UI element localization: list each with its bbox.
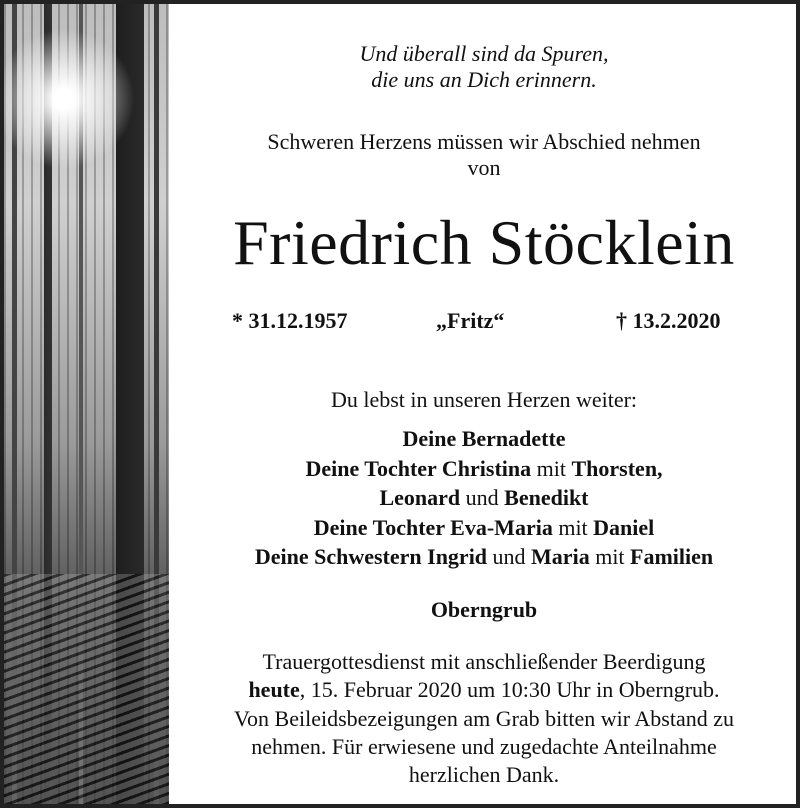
mourner-segment: und: [487, 544, 532, 569]
mourner-segment: Deine Bernadette: [402, 426, 566, 451]
mourner-segment: Deine Schwestern Ingrid: [254, 544, 488, 569]
mourner-segment: mit: [589, 544, 631, 569]
birth-date: * 31.12.1957: [232, 308, 348, 333]
mourner-segment: Deine Tochter Eva-Maria: [313, 514, 553, 540]
place-name: Oberngrub: [430, 597, 538, 622]
service-line-4: nehmen. Für erwiesene und zugedachte Anteilnahme: [251, 734, 717, 759]
mourner-segment: Maria: [531, 544, 590, 569]
mourner-segment: mit: [531, 455, 572, 481]
mourner-segment: mit: [552, 514, 594, 540]
mourner-line: [172, 484, 796, 512]
mourner-line: [172, 425, 796, 453]
tribute-line: Du lebst in unseren Herzen weiter:: [330, 387, 638, 412]
forest-photo: [4, 4, 169, 804]
mourner-segment: Benedikt: [504, 485, 589, 510]
service-line-2: [172, 676, 796, 704]
quote-line-2: die uns an Dich erinnern.: [371, 67, 597, 92]
notice-text: [172, 4, 796, 804]
intro-line-2: von: [467, 155, 501, 180]
nickname: „Fritz“: [436, 308, 505, 333]
dates-row: [172, 308, 796, 338]
mourner-line: [172, 455, 796, 483]
service-line-5: herzlichen Dank.: [408, 762, 560, 787]
service-line-3: Von Beileidsbezeigungen am Grab bitten wir Abstand zu: [234, 706, 734, 731]
mourner-segment: Thorsten,: [571, 455, 663, 481]
mourner-segment: Daniel: [593, 514, 655, 540]
intro-line-1: Schweren Herzens müssen wir Abschied nehmen: [267, 129, 701, 154]
mourner-segment: und: [460, 485, 505, 510]
service-day: heute: [248, 677, 300, 702]
mourner-line: [172, 543, 796, 571]
mourner-segment: Familien: [630, 544, 714, 569]
quote-line-1: Und überall sind da Spuren,: [359, 41, 609, 66]
mourner-line: [172, 514, 796, 542]
service-line-1: Trauergottesdienst mit anschließender Beerdigung: [262, 649, 706, 674]
death-date: † 13.2.2020: [616, 308, 721, 333]
deceased-name: Friedrich Stöcklein: [233, 207, 735, 278]
service-details: , 15. Februar 2020 um 10:30 Uhr in Oberngrub.: [299, 677, 720, 702]
mourner-segment: Leonard: [379, 485, 461, 510]
mourner-segment: Deine Tochter Christina: [305, 455, 532, 481]
